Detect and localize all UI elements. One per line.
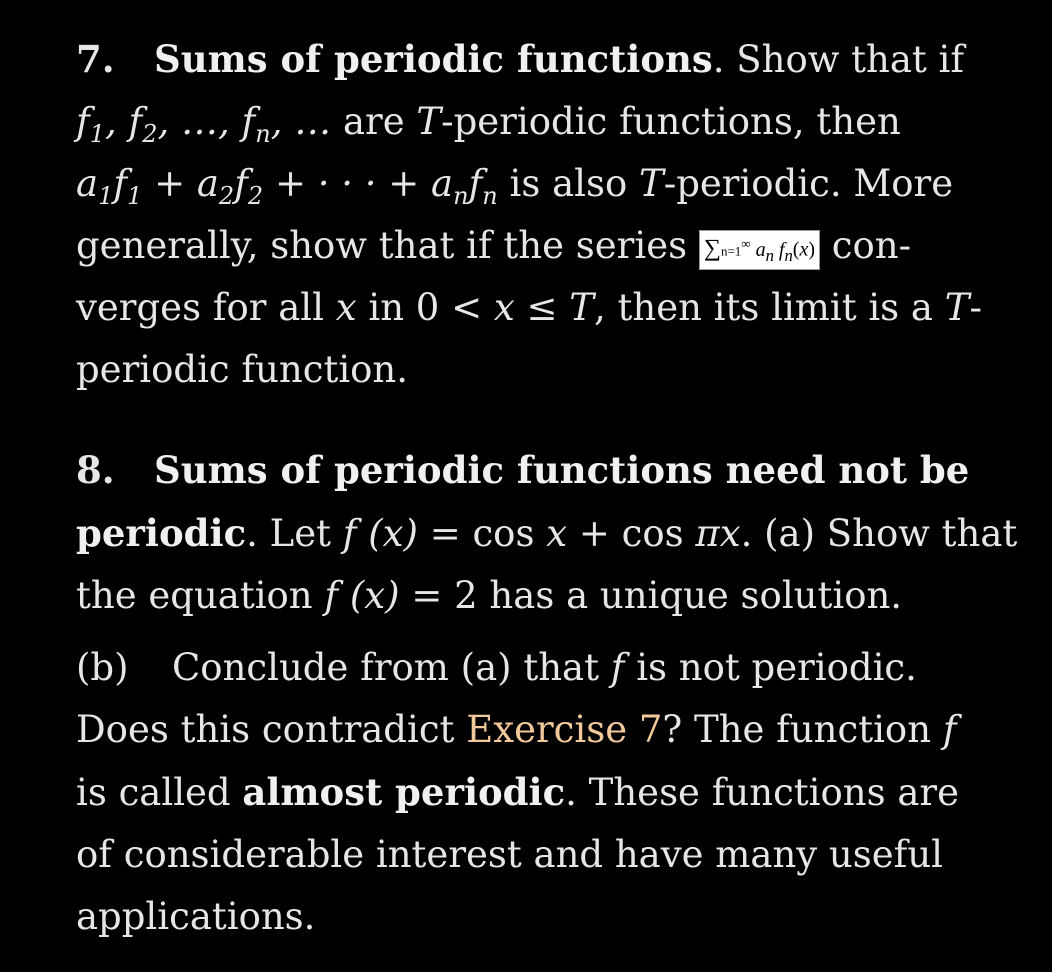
document-page xyxy=(76,28,1026,948)
exercise-number: 7. xyxy=(76,37,115,81)
var-x: x xyxy=(335,286,357,329)
exercise-7 xyxy=(76,28,1026,401)
var-f: f xyxy=(942,708,957,751)
var-x: x xyxy=(493,286,515,329)
text-run: Conclude from (a) that xyxy=(172,646,611,689)
series-formula-image: ∑n=1∞ $a_n$ $f_n(x)$ xyxy=(699,230,820,270)
text-run: ? The function xyxy=(662,708,943,751)
text-run: verges for all xyxy=(76,286,336,329)
text-run: is not periodic. xyxy=(624,646,917,689)
text-run: , then its limit is a xyxy=(593,286,945,329)
text-run: - xyxy=(969,286,982,329)
exercise-number: 8. xyxy=(76,448,115,492)
text-run: applications. xyxy=(76,895,316,938)
text-run: is called xyxy=(76,771,243,814)
text-run: . Let xyxy=(246,512,343,555)
period-symbol: T xyxy=(944,286,970,329)
exercise-8 xyxy=(76,439,1026,627)
f-of-x: f (x) xyxy=(324,574,400,617)
text-run: + cos xyxy=(567,512,696,555)
text-run: ≤ xyxy=(514,286,570,329)
text-run: . These functions are xyxy=(565,771,959,814)
text-run: = cos xyxy=(417,512,547,555)
var-f: f xyxy=(610,646,625,689)
text-run: con- xyxy=(820,224,912,267)
text-run: Does this contradict xyxy=(76,708,467,751)
exercise-title: Sums of periodic functions need not be xyxy=(154,448,970,492)
text-run: -periodic functions, then xyxy=(441,100,901,143)
text-run: -periodic. More xyxy=(663,162,954,205)
text-run: of considerable interest and have many useful xyxy=(76,833,944,876)
f-of-x: f (x) xyxy=(342,512,418,555)
exercise-title: Sums of periodic functions xyxy=(154,37,713,81)
text-run: periodic function. xyxy=(76,348,409,391)
pi-x: πx xyxy=(695,512,741,555)
exercise-title-cont: periodic xyxy=(76,511,247,555)
period-symbol: T xyxy=(416,100,442,143)
text-run: = 2 has a unique solution. xyxy=(399,574,903,617)
text-run: is also xyxy=(497,162,640,205)
var-x: x xyxy=(546,512,568,555)
period-symbol: T xyxy=(639,162,664,205)
term-almost-periodic: almost periodic xyxy=(242,770,566,814)
linear-combination: $a_1f_1 + a_2f_2$ + · · · + $a_nf_n$ xyxy=(76,162,498,210)
text-run: . Show that if xyxy=(712,38,965,81)
exercise-7-link[interactable]: Exercise 7 xyxy=(466,708,663,751)
text-run: generally, show that if the series xyxy=(76,224,699,267)
period-symbol: T xyxy=(569,286,594,329)
text-run: . (a) Show that xyxy=(740,512,1018,555)
function-list: $f_1$, $f_2$, …, $f_n$, … xyxy=(76,100,332,148)
text-run: in 0 < xyxy=(356,286,494,329)
exercise-8b xyxy=(76,637,1026,948)
subpart-label: (b) xyxy=(76,646,129,689)
text-run: the equation xyxy=(76,574,325,617)
text-run: are xyxy=(331,100,417,143)
